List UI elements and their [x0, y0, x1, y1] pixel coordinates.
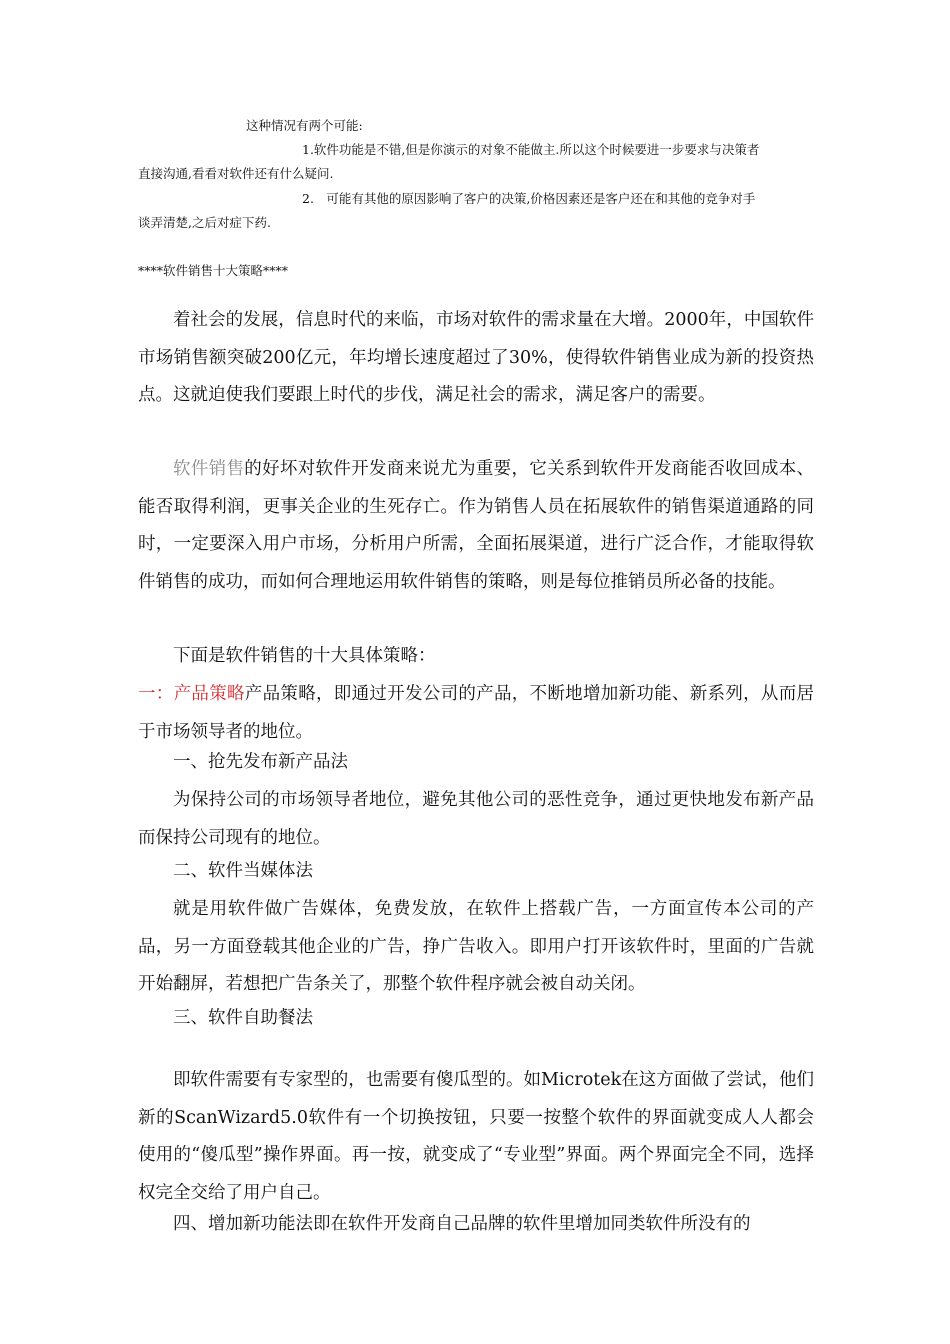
paragraph-method-2: 就是用软件做广告媒体，免费发放，在软件上搭载广告，一方面宣传本公司的产品，另一方面登载其他企业的广告，挣广告收入。即用户打开该软件时，里面的广告就开始翻屏，若想把广告条关了，那整个软件程序就会被自动关闭。: [138, 899, 814, 994]
product-strategy-label: 一：产品策略: [138, 684, 245, 704]
heading-method-2: 二、软件当媒体法: [173, 861, 313, 881]
heading-method-3: 三、软件自助餐法: [173, 1008, 313, 1028]
paragraph-method-4: 四、增加新功能法即在软件开发商自己品牌的软件里增加同类软件所没有的: [173, 1214, 751, 1234]
paragraph-intro: 着社会的发展，信息时代的来临，市场对软件的需求量在大增。2000年，中国软件市场销售额突破200亿元，年均增长速度超过了30%，使得软件销售业成为新的投资热点。这就迫使我们要跟上时代的步伐，满足社会的需求，满足客户的需要。: [138, 310, 814, 405]
note-item-1-line-2: 直接沟通,看看对软件还有什么疑问.: [138, 166, 334, 181]
paragraph-method-1: 为保持公司的市场领导者地位，避免其他公司的恶性竞争，通过更快地发布新产品而保持公司现有的地位。: [138, 790, 814, 848]
heading-method-1: 一、抢先发布新产品法: [173, 752, 348, 772]
note-item-1-line-1: 1.软件功能是不错,但是你演示的对象不能做主.所以这个时候要进一步要求与决策者: [302, 142, 760, 157]
product-strategy-text: 产品策略，即通过开发公司的产品，不断地增加新功能、新系列，从而居于市场领导者的地位。: [138, 684, 815, 742]
paragraph-importance: [138, 451, 814, 601]
paragraph-strategies-intro: 下面是软件销售的十大具体策略：: [173, 646, 436, 666]
paragraph-product-strategy: [138, 676, 814, 751]
section-heading: ****软件销售十大策略****: [138, 263, 289, 278]
paragraph-importance-text: 的好坏对软件开发商来说尤为重要，它关系到软件开发商能否收回成本、能否取得利润，更事关企业的生死存亡。作为销售人员在拓展软件的销售渠道通路的同时，一定要深入用户市场，分析用户所需，全面拓展渠道，进行广泛合作，才能取得软件销售的成功，而如何合理地运用软件销售的策略，则是每位推销员所必备的技能。: [138, 459, 815, 592]
note-item-2-line-2: 谈弄清楚,之后对症下药.: [138, 215, 271, 230]
note-intro: 这种情况有两个可能:: [246, 118, 363, 133]
note-item-2-line-1: 2. 可能有其他的原因影响了客户的决策,价格因素还是客户还在和其他的竞争对手: [302, 191, 756, 206]
paragraph-method-3: 即软件需要有专家型的，也需要有傻瓜型的。如Microtek在这方面做了尝试，他们新的ScanWizard5.0软件有一个切换按钮，只要一按整个软件的界面就变成人人都会使用的“傻瓜型”操作界面。再一按，就变成了“专业型”界面。两个界面完全不同，选择权完全交给了用户自己。: [138, 1070, 814, 1203]
highlight-software-sales: 软件销售: [173, 459, 245, 479]
